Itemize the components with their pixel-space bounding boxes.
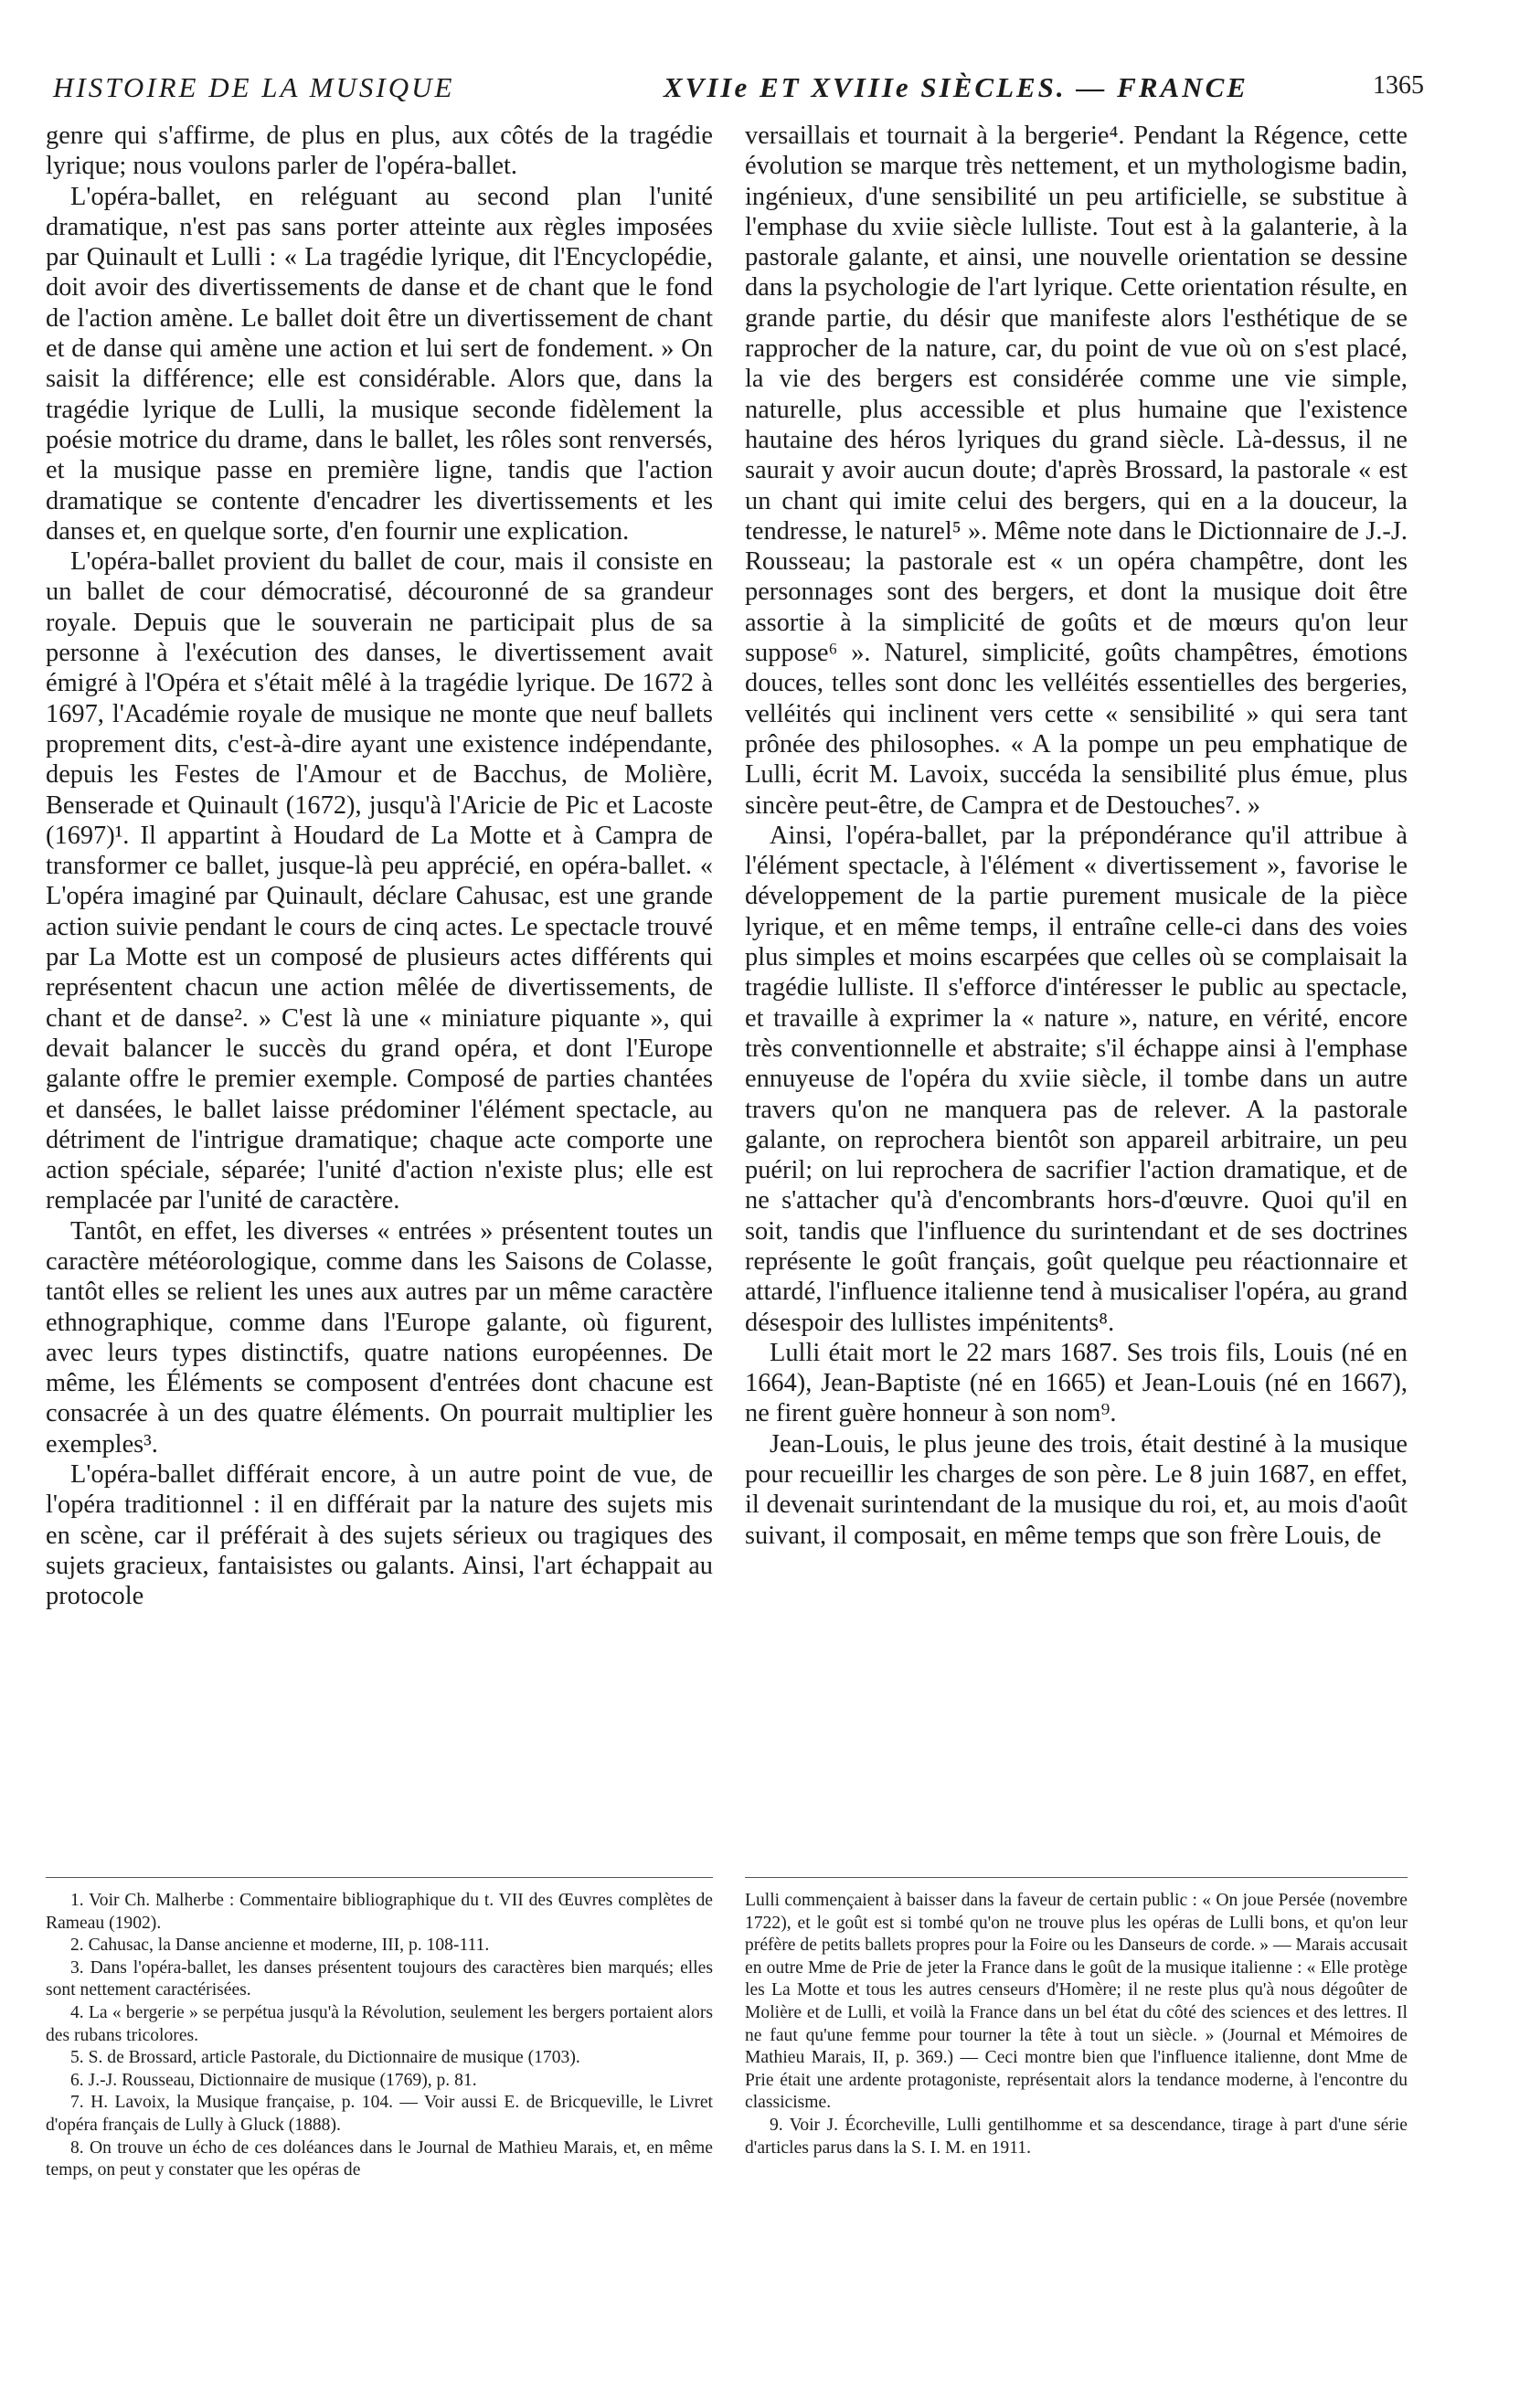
footnote: 2. Cahusac, la Danse ancienne et moderne, III, p. 108-111. [70,1936,490,1956]
paragraph: genre qui s'affirme, de plus en plus, aux côtés de la tragédie lyrique; nous voulons parler de l'opéra-ballet. [46,122,713,181]
footnote-divider [46,1877,713,1878]
left-text-column [46,121,713,1612]
footnote: Lulli commençaient à baisser dans la faveur de certain public : « On joue Persée (novembre 1722), et le goût est si tombé qu'on ne trouve plus les opéras de Lulli bons, et qu'on leur préfère de petits ballets propres pour la Foire ou les Danseurs de corde. » — Marais accusait en outre Mme de Prie de jeter la France dans le goût de la musique italienne : « Elle protège les La Motte et tous les autres censeurs d'Homère; il ne reste plus qu'à nous dégoûter de Molière et de Lulli, et voilà la France dans un bel état du côté des sciences et des lettres. Il ne faut qu'une femme pour tourner la tête à tout un siècle. » (Journal et Mémoires de Mathieu Marais, II, p. 369.) — Ceci montre bien que l'influence italienne, dont Mme de Prie était une ardente protagoniste, représentait alors la tendance moderne, à l'encontre du classicisme. [745,1891,1408,2113]
footnote: 6. J.-J. Rousseau, Dictionnaire de musique (1769), p. 81. [70,2070,477,2090]
header-left-title: HISTOIRE DE LA MUSIQUE [53,71,455,103]
footnote: 9. Voir J. Écorcheville, Lulli gentilhomme et sa descendance, tirage à part d'une série d'articles parus dans la S. I. M. en 1911. [745,2115,1408,2158]
paragraph: L'opéra-ballet, en reléguant au second plan l'unité dramatique, n'est pas sans porter atteinte aux règles imposées par Quinault et Lulli : « La tragédie lyrique, dit l'Encyclopédie, doit avoir des divertissements de danse et de chant que le fond de l'action amène. Le ballet doit être un divertissement de chant et de danse qui amène une action et lui sert de fondement. » On saisit la différence; elle est considérable. Alors que, dans la tragédie lyrique de Lulli, la musique seconde fidèlement la poésie motrice du drame, dans le ballet, les rôles sont renversés, et la musique passe en première ligne, tandis que l'action dramatique se contente d'encadrer les divertissements et les danses et, en quelque sorte, d'en fournir une explication. [46,182,713,546]
paragraph: Jean-Louis, le plus jeune des trois, était destiné à la musique pour recueillir les charges de son père. Le 8 juin 1687, en effet, il devenait surintendant de la musique du roi, et, au mois d'août suivant, il composait, en même temps que son frère Louis, de [745,1429,1408,1550]
footnote: 1. Voir Ch. Malherbe : Commentaire bibliographique du t. VII des Œuvres complètes de Rameau (1902). [46,1891,713,1933]
footnote: 8. On trouve un écho de ces doléances dans le Journal de Mathieu Marais, et, en même temps, on peut y constater que les opéras de [46,2137,713,2180]
header-right-title: XVIIe ET XVIIIe SIÈCLES. — FRANCE [664,71,1248,103]
left-footnotes [46,1890,713,2182]
running-header [53,71,1424,111]
footnote: 3. Dans l'opéra-ballet, les danses présentent toujours des caractères bien marqués; elles sont nettement caractérisées. [46,1957,713,2000]
right-footnotes [745,1890,1408,2159]
footnote: 5. S. de Brossard, article Pastorale, du Dictionnaire de musique (1703). [70,2048,580,2068]
paragraph: Ainsi, l'opéra-ballet, par la prépondérance qu'il attribue à l'élément spectacle, à l'élément « divertissement », favorise le développement de la partie purement musicale de la pièce lyrique, et en même temps, il entraîne celle-ci dans des voies plus simples et moins escarpées que celles où se complaisait la tragédie lulliste. Il s'efforce d'intéresser le public au spectacle, et travaille à exprimer la « nature », nature, en vérité, encore très conventionnelle et abstraite; s'il échappe ainsi à l'emphase ennuyeuse de l'opéra du xviie siècle, il tombe dans un autre travers qu'on ne manquera pas de relever. A la pastorale galante, on reprochera bientôt son appareil arbitraire, un peu puéril; on lui reprochera de sacrifier l'action dramatique, et de ne s'attacher qu'à d'encombrants hors-d'œuvre. Quoi qu'il en soit, tandis que l'influence du surintendant et de ses doctrines représente le goût français, goût quelque peu réactionnaire et attardé, l'influence italienne tend à musicaliser l'opéra, au grand désespoir des lullistes impénitents⁸. [745,821,1408,1337]
paragraph: Lulli était mort le 22 mars 1687. Ses trois fils, Louis (né en 1664), Jean-Baptiste (né en 1665) et Jean-Louis (né en 1667), ne firent guère honneur à son nom⁹. [745,1338,1408,1428]
paragraph: L'opéra-ballet différait encore, à un autre point de vue, de l'opéra traditionnel : il en différait par la nature des sujets mis en scène, car il préférait à des sujets sérieux ou tragiques des sujets gracieux, fantaisistes ou galants. Ainsi, l'art échappait au protocole [46,1460,713,1611]
footnote: 4. La « bergerie » se perpétua jusqu'à la Révolution, seulement les bergers portaient alors des rubans tricolores. [46,2002,713,2045]
right-text-column [745,121,1408,1551]
paragraph: Tantôt, en effet, les diverses « entrées » présentent toutes un caractère météorologique, comme dans les Saisons de Colasse, tantôt elles se relient les unes aux autres par un même caractère ethnographique, comme dans l'Europe galante, où figurent, avec leurs types distinctifs, quatre nations européennes. De même, les Éléments se composent d'entrées dont chacune est consacrée à un des quatre éléments. On pourrait multiplier les exemples³. [46,1216,713,1459]
footnote-divider [745,1877,1408,1878]
footnote: 7. H. Lavoix, la Musique française, p. 104. — Voir aussi E. de Bricqueville, le Livret d'opéra français de Lully à Gluck (1888). [46,2093,713,2135]
paragraph: versaillais et tournait à la bergerie⁴. Pendant la Régence, cette évolution se marque très nettement, et un mythologisme badin, ingénieux, d'une sensibilité un peu artificielle, se substitue à l'emphase du xviie siècle lulliste. Tout est à la galanterie, à la pastorale galante, et ainsi, une nouvelle orientation se dessine dans la psychologie de l'art lyrique. Cette orientation résulte, en grande partie, du désir que manifeste alors l'esthétique de se rapprocher de la nature, car, du point de vue où on s'est placé, la vie des bergers est considérée comme une vie simple, naturelle, plus accessible et plus humaine que l'existence hautaine des héros lyriques du grand siècle. Là-dessus, il ne saurait y avoir aucun doute; d'après Brossard, la pastorale « est un chant qui imite celui des bergers, qui en a la douceur, la tendresse, le naturel⁵ ». Même note dans le Dictionnaire de J.-J. Rousseau; la pastorale est « un opéra champêtre, dont les personnages sont des bergers, et dont la musique doit être assortie à la simplicité de goûts et de mœurs qu'on leur suppose⁶ ». Naturel, simplicité, goûts champêtres, émotions douces, telles sont donc les velléités essentielles des bergeries, velléités qui inclinent vers cette « sensibilité » qui sera tant prônée des philosophes. « A la pompe un peu emphatique de Lulli, écrit M. Lavoix, succéda la sensibilité plus émue, plus sincère peut-être, de Campra et de Destouches⁷. » [745,122,1408,820]
page-number: 1365 [1373,71,1424,100]
paragraph: L'opéra-ballet provient du ballet de cour, mais il consiste en un ballet de cour démocratisé, découronné de sa grandeur royale. Depuis que le souverain ne participait plus de sa personne à l'exécution des danses, le divertissement avait émigré à l'Opéra et s'était mêlé à la tragédie lyrique. De 1672 à 1697, l'Académie royale de musique ne monte que neuf ballets proprement dits, c'est-à-dire ayant une existence indépendante, depuis les Festes de l'Amour et de Bacchus, de Molière, Benserade et Quinault (1672), jusqu'à l'Aricie de Pic et Lacoste (1697)¹. Il appartint à Houdard de La Motte et à Campra de transformer ce ballet, jusque-là peu apprécié, en opéra-ballet. « L'opéra imaginé par Quinault, déclare Cahusac, est une grande action suivie pendant le cours de cinq actes. Le spectacle trouvé par La Motte est un composé de plusieurs actes différents qui représentent chacun une action mêlée de divertissements, de chant et de danse². » C'est là une « miniature piquante », qui devait balancer le succès du grand opéra, et dont l'Europe galante offre le premier exemple. Composé de parties chantées et dansées, le ballet laisse prédominer l'élément spectacle, au détriment de l'intrigue dramatique; chaque acte comporte une action spéciale, séparée; l'unité d'action n'existe plus; elle est remplacée par l'unité de caractère. [46,547,713,1215]
